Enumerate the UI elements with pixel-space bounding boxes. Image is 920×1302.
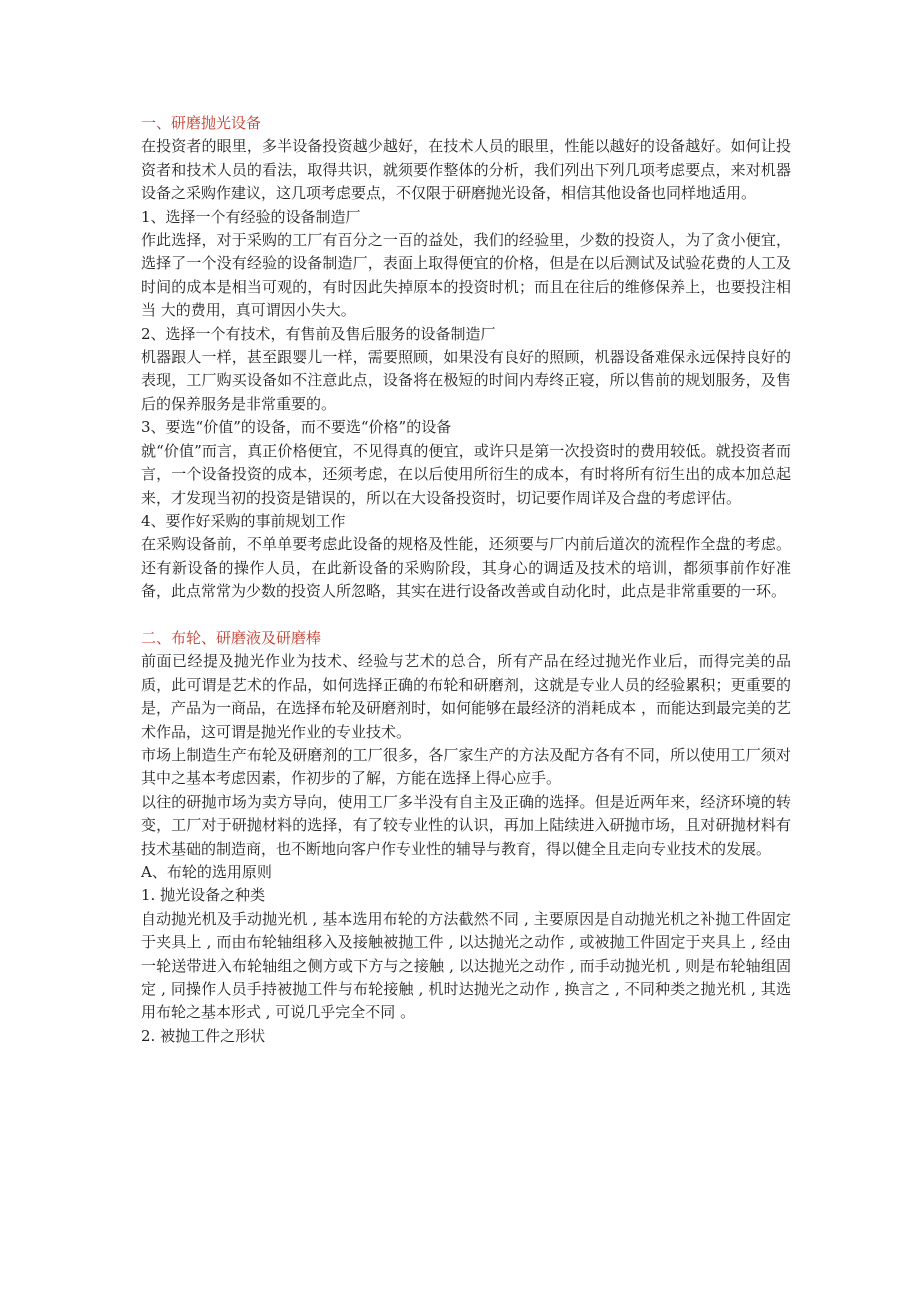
section-1-heading: 一、研磨抛光设备 bbox=[141, 114, 262, 132]
item-4-title: 4、要作好采购的事前规划工作 bbox=[141, 511, 346, 530]
item-2-body: 机器跟人一样，甚至跟婴儿一样，需要照顾，如果没有良好的照顾，机器设备难保永远保持良好的表现，工厂购买设备如不注意此点，设备将在极短的时间内寿终正寝，所以售前的规划服务，及售后的保养服务是非常重要的。 bbox=[141, 348, 791, 413]
section-2-heading: 二、布轮、研磨液及研磨棒 bbox=[141, 628, 322, 647]
item-2-title: 2、选择一个有技术，有售前及售后服务的设备制造厂 bbox=[141, 324, 496, 343]
item-1-title: 1、选择一个有经验的设备制造厂 bbox=[141, 207, 361, 226]
item-3-body: 就“价值”而言，真正价格便宜，不见得真的便宜，或许只是第一次投资时的费用较低。就投资者而言，一个设备投资的成本，还须考虑，在以后使用所衍生的成本，有时将所有衍生出的成本加总起来，才发现当初的投资是错误的，所以在大设备投资时，切记要作周详及合盘的考虑评估。 bbox=[141, 441, 791, 507]
point-1-body: 自动抛光机及手动抛光机 , 基本选用布轮的方法截然不同 , 主要原因是自动抛光机之补抛工件固定于夹具上 , 而由布轮轴组移入及接触被抛工件 , 以达抛光之动作 , 或被抛工件固定于夹具上 , 经由一轮送带进入布轮轴组之侧方或下方与之接触 , 以达抛光之动作 , 而手动抛光机 , 则是布轮轴组固定 , 同操作人员手持被抛工件与布轮接触 , 机时达抛光之动作 , 换言之 , 不同种类之抛光机 , 其选用布轮之基本形式 , 可说几乎完全不同 。 bbox=[141, 909, 791, 1022]
section-2-paragraph-2: 市场上制造生产布轮及研磨剂的工厂很多，各厂家生产的方法及配方各有不同，所以使用工厂须对其中之基本考虑因素，作初步的了解，方能在选择上得心应手。 bbox=[141, 745, 791, 788]
item-1-body: 作此选择，对于采购的工厂有百分之一百的益处，我们的经验里，少数的投资人，为了贪小便宜，选择了一个没有经验的设备制造厂，表面上取得便宜的价格，但是在以后测试及试验花费的人工及时间的成本是相当可观的，有时因此失掉原本的投资时机；而且在往后的维修保养上，也要投注相当 大的费用，真可谓因小失大。 bbox=[141, 231, 791, 320]
section-2-paragraph-1: 前面已经提及抛光作业为技术、经验与艺术的总合，所有产品在经过抛光作业后，而得完美的品质，此可谓是艺术的作品，如何选择正确的布轮和研磨剂，这就是专业人员的经验累积；更重要的是，产品为一商品，在选择布轮及研磨剂时，如何能够在最经济的消耗成本 ，而能达到最完美的艺术作品，这可谓是抛光作业的专业技术。 bbox=[141, 652, 791, 741]
item-4-body: 在采购设备前，不单单要考虑此设备的规格及性能，还须要与厂内前后道次的流程作全盘的考虑。还有新设备的操作人员，在此新设备的采购阶段，其身心的调适及技术的培训，都须事前作好准备，此点常常为少数的投资人所忽略，其实在进行设备改善或自动化时，此点是非常重要的一环。 bbox=[141, 535, 791, 601]
section-2-paragraph-3: 以往的研抛市场为卖方导向，使用工厂多半没有自主及正确的选择。但是近两年来，经济环境的转变，工厂对于研抛材料的选择，有了较专业性的认识，再加上陆续进入研抛市场，且对研抛材料有技术基础的制造商，也不断地向客户作专业性的辅导与教育，得以健全且走向专业技术的发展。 bbox=[141, 792, 791, 858]
point-2-title: 2. 被抛工件之形状 bbox=[141, 1026, 266, 1045]
document-page bbox=[141, 112, 791, 1048]
subheading-a: A、布轮的选用原则 bbox=[141, 862, 272, 881]
item-3-title: 3、要选“价值”的设备，而不要选“价格”的设备 bbox=[141, 418, 452, 437]
section-1-intro: 在投资者的眼里，多半设备投资越少越好，在技术人员的眼里，性能以越好的设备越好。如何让投资者和技术人员的看法，取得共识，就须要作整体的分析，我们列出下列几项考虑要点，来对机器设备之采购作建议，这几项考虑要点，不仅限于研磨抛光设备，相信其他设备也同样地适用。 bbox=[141, 137, 791, 203]
section-spacer bbox=[141, 604, 791, 627]
point-1-title: 1. 抛光设备之种类 bbox=[141, 886, 266, 905]
